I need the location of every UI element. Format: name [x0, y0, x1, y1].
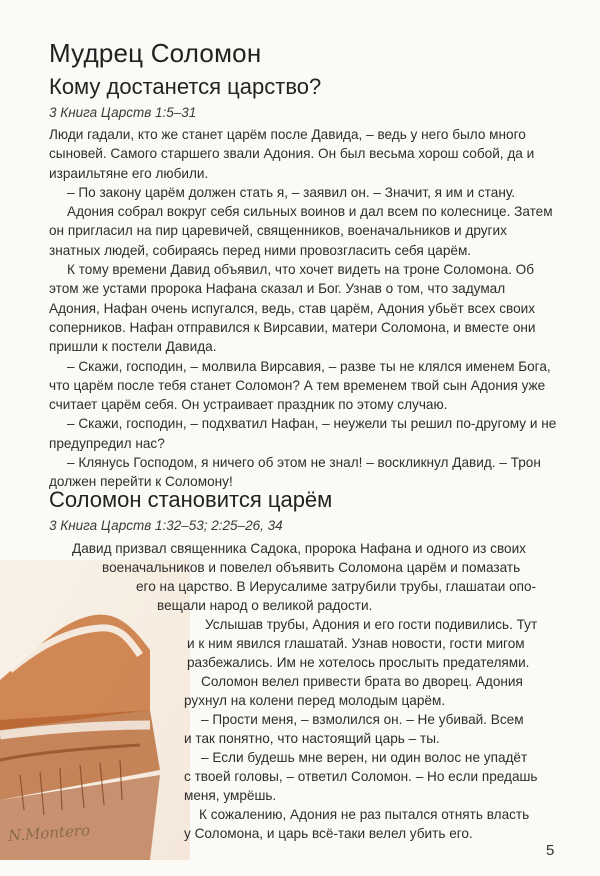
text-line: с твоей головы, – ответил Соломон. – Но если предашь — [184, 769, 538, 784]
paragraph: – Скажи, господин, – молвила Вирсавия, – разве ты не клялся именем Бога, что царём после тебя станет Соломон? А тем временем твой сын Адония уже считает царём себя. Он устраивает праздник по этому случаю. — [49, 358, 551, 413]
section-1-title: Кому достанется царство? — [49, 74, 322, 99]
text-line: – Если будешь мне верен, ни один волос не упадёт — [201, 750, 528, 765]
text-line: Давид призвал священника Садока, пророка Нафана и одного из своих — [72, 541, 526, 556]
text-line: и так понятно, что настоящий царь – ты. — [184, 731, 440, 746]
text-line: – Прости меня, – взмолился он. – Не убивай. Всем — [201, 712, 524, 727]
text-line: у Соломона, и царь всё-таки велел убить его. — [184, 826, 473, 841]
paragraph: К тому времени Давид объявил, что хочет видеть на троне Соломона. Об этом же устами пророка Нафана сказал и Бог. Узнав о том, что задумал Адония, Нафан очень испугался, ведь, став царём, Адония убьёт всех своих соперников. Нафан отправился к Вирсавии, матери Соломона, и вместе они пришли к постели Давида. — [49, 262, 536, 355]
page-title: Мудрец Соломон — [49, 38, 262, 68]
page-number: 5 — [546, 842, 555, 859]
paragraph: Люди гадали, кто же станет царём после Давида, – ведь у него было много сыновей. Самого старшего звали Адония. Он был весьма хорош собой, да и израильтяне его любили. — [49, 127, 535, 181]
text-line: Соломон велел привести брата во дворец. Адония — [201, 674, 523, 689]
section-1-reference: 3 Книга Царств 1:5–31 — [49, 105, 197, 120]
paragraph: – Клянусь Господом, я ничего об этом не знал! – воскликнул Давид. – Трон должен перейти к Соломону! — [49, 455, 541, 490]
text-line: разбежались. Им не хотелось прослыть предателями. — [187, 655, 530, 670]
paragraph: – Скажи, господин, – подхватил Нафан, – неужели ты решил по-другому и не предупредил нас? — [49, 416, 557, 451]
text-line: меня, умрёшь. — [184, 788, 277, 803]
text-line: его на царство. В Иерусалиме затрубили трубы, глашатаи опо- — [136, 579, 537, 594]
text-line: военачальников и повелел объявить Соломона царём и помазать — [102, 560, 521, 575]
section-2-title: Соломон становится царём — [49, 487, 333, 512]
text-line: и к ним явился глашатай. Узнав новости, гости мигом — [187, 636, 525, 651]
text-line: К сожалению, Адония не раз пытался отнять власть — [199, 807, 530, 822]
text-line: Услышав трубы, Адония и его гости подивились. Тут — [205, 617, 538, 632]
section-1-body — [49, 125, 559, 492]
paragraph: Адония собрал вокруг себя сильных воинов и дал всем по колеснице. Затем он пригласил на пир царевичей, священников, военачальников и других знатных людей, собираясь перед ними провозгласить себя царём. — [49, 204, 553, 258]
section-2-reference: 3 Книга Царств 1:32–53; 2:25–26, 34 — [49, 518, 283, 533]
artist-signature: N.Montero — [7, 821, 91, 845]
text-line: рухнул на колени перед молодым царём. — [184, 693, 446, 708]
paragraph: – По закону царём должен стать я, – заявил он. – Значит, я им и стану. — [67, 184, 516, 200]
text-line: вещали народ о великой радости. — [157, 598, 373, 613]
